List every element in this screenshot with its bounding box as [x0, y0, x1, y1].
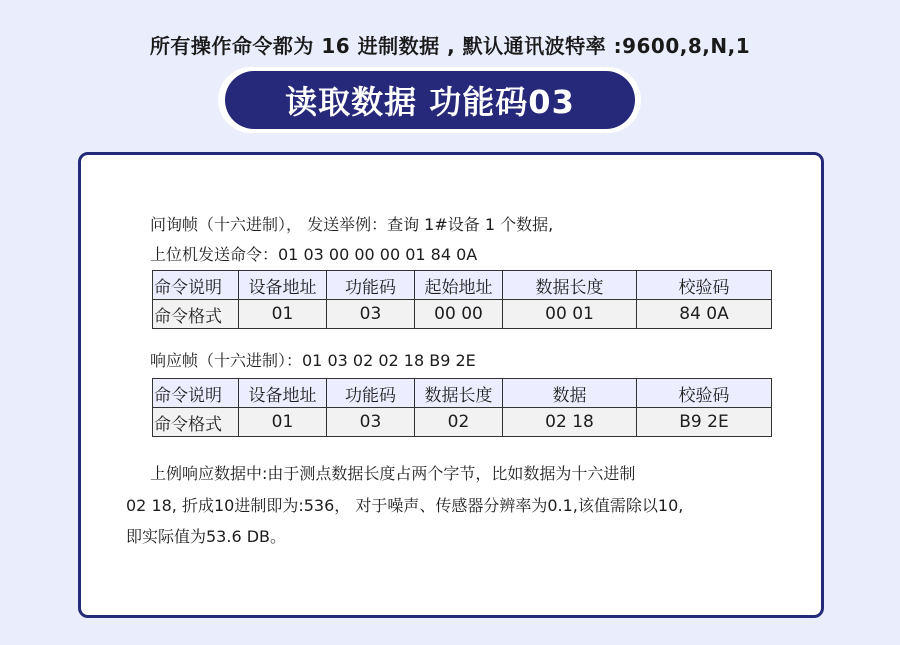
response-table — [152, 378, 772, 437]
table-cell: 02 18 — [503, 408, 637, 437]
table-header-cell: 数据长度 — [503, 271, 637, 300]
table-header-cell: 命令说明 — [153, 379, 239, 408]
table-cell: 03 — [327, 408, 415, 437]
top-note: 所有操作命令都为 16 进制数据 , 默认通讯波特率 :9600,8,N,1 — [149, 34, 751, 58]
table-cell: 命令格式 — [153, 300, 239, 329]
table-cell: 命令格式 — [153, 408, 239, 437]
table-row — [153, 300, 772, 329]
table-header-cell: 校验码 — [637, 379, 772, 408]
response-intro: 响应帧（十六进制）：01 03 02 02 18 B9 2E — [150, 351, 476, 370]
table-cell: 02 — [415, 408, 503, 437]
table-header-cell: 数据 — [503, 379, 637, 408]
table-row — [153, 408, 772, 437]
table-header-cell: 数据长度 — [415, 379, 503, 408]
table-header-cell: 命令说明 — [153, 271, 239, 300]
table-header-cell: 校验码 — [637, 271, 772, 300]
table-cell: 01 — [239, 300, 327, 329]
table-header-cell: 起始地址 — [415, 271, 503, 300]
table-cell: 03 — [327, 300, 415, 329]
request-intro: 问询帧（十六进制）， 发送举例：查询 1#设备 1 个数据, — [150, 215, 554, 234]
table-cell: 01 — [239, 408, 327, 437]
table-header-row — [153, 379, 772, 408]
table-header-cell: 功能码 — [327, 271, 415, 300]
explanation-line: 02 18, 折成10进制即为:536， 对于噪声、传感器分辨率为0.1,该值需除以10, — [126, 496, 684, 515]
table-cell: 00 01 — [503, 300, 637, 329]
explanation-line: 上例响应数据中:由于测点数据长度占两个字节，比如数据为十六进制 — [150, 464, 636, 483]
table-cell: 00 00 — [415, 300, 503, 329]
table-header-row — [153, 271, 772, 300]
table-cell: 84 0A — [637, 300, 772, 329]
explanation-line: 即实际值为53.6 DB。 — [126, 527, 287, 546]
table-header-cell: 功能码 — [327, 379, 415, 408]
banner-title: 读取数据 功能码03 — [225, 71, 635, 129]
table-header-cell: 设备地址 — [239, 271, 327, 300]
request-table — [152, 270, 772, 329]
request-command-line: 上位机发送命令：01 03 00 00 00 01 84 0A — [150, 245, 478, 264]
table-cell: B9 2E — [637, 408, 772, 437]
table-header-cell: 设备地址 — [239, 379, 327, 408]
